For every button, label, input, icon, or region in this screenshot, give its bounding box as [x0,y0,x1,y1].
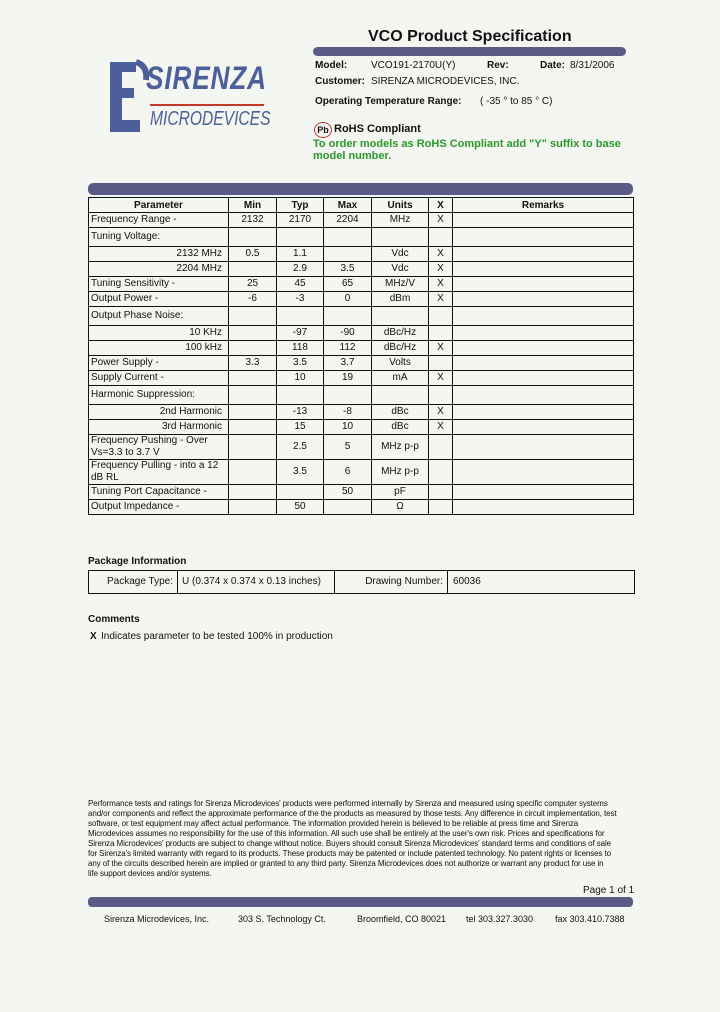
remarks-cell [453,277,634,292]
model-label: Model: [315,60,348,71]
min-cell [229,371,277,386]
customer-label: Customer: [315,76,366,87]
package-type-value: U (0.374 x 0.374 x 0.13 inches) [182,576,321,587]
param-cell: 10 KHz [89,326,229,341]
table-row [89,228,634,247]
max-cell: 65 [324,277,372,292]
footer-tel: tel 303.327.3030 [466,914,534,924]
typ-cell: -3 [277,292,324,307]
footer-fax: fax 303.410.7388 [555,914,625,924]
units-cell: Volts [372,356,429,371]
typ-cell: 10 [277,371,324,386]
remarks-cell [453,356,634,371]
table-row [89,460,634,485]
remarks-cell [453,420,634,435]
max-cell [324,247,372,262]
remarks-cell [453,213,634,228]
model-value: VCO191-2170U(Y) [371,60,456,71]
units-cell: MHz/V [372,277,429,292]
logo-divider [150,104,264,106]
footer-bar [88,897,633,907]
x-cell: X [429,213,453,228]
temp-label: Operating Temperature Range: [315,96,462,107]
x-cell: X [429,277,453,292]
remarks-cell [453,371,634,386]
units-cell: MHz p-p [372,460,429,485]
typ-cell: 45 [277,277,324,292]
min-cell: 3.3 [229,356,277,371]
max-cell: -8 [324,405,372,420]
package-box [88,570,635,594]
typ-cell: -13 [277,405,324,420]
typ-cell: 3.5 [277,356,324,371]
x-cell [429,356,453,371]
date-label: Date: [540,60,566,71]
param-cell: 2nd Harmonic [89,405,229,420]
min-cell: 0.5 [229,247,277,262]
param-line-1: Frequency Pulling - into a 12 [91,460,219,471]
min-cell [229,460,277,485]
x-cell [429,485,453,500]
units-cell: Ω [372,500,429,515]
remarks-cell [453,460,634,485]
logo-wordmark-bottom: MICRODEVICES [150,108,271,130]
remarks-cell [453,292,634,307]
page-number: Page 1 of 1 [583,885,635,896]
units-cell: Vdc [372,262,429,277]
company-logo [100,58,270,138]
x-cell: X [429,341,453,356]
table-row [89,500,634,515]
x-cell: X [429,420,453,435]
remarks-cell [453,341,634,356]
typ-cell: 3.5 [277,460,324,485]
param-cell: Supply Current - [89,371,229,386]
footer-address: 303 S. Technology Ct. [238,914,326,924]
table-row [89,277,634,292]
max-cell: 3.7 [324,356,372,371]
x-cell [429,500,453,515]
remarks-cell [453,500,634,515]
max-cell [324,500,372,515]
title-bar [313,47,626,56]
typ-cell: -97 [277,326,324,341]
package-type-label: Package Type: [107,576,173,587]
typ-cell: 2.9 [277,262,324,277]
param-cell: Output Phase Noise: [89,307,229,326]
col-typ: Typ [277,198,324,213]
disclaimer-line: any of the circuits described herein are implied or granted to any third party. Sirenza Microdevices does not authorize or warrant any product for use in [88,859,604,868]
units-cell: dBc [372,405,429,420]
spec-table [88,197,634,515]
units-cell: MHz p-p [372,435,429,460]
table-row [89,356,634,371]
units-cell: Vdc [372,247,429,262]
table-header-row [89,198,634,213]
disclaimer-line: for Sirenza's limited warranty with regard to its products. These products may be patented or include patented technology. No patent rights or licenses to [88,849,612,858]
min-cell [229,341,277,356]
min-cell [229,262,277,277]
package-heading: Package Information [88,556,187,567]
x-cell [429,435,453,460]
remarks-cell [453,435,634,460]
page-title: VCO Product Specification [368,28,572,45]
disclaimer [88,799,636,879]
logo-wordmark-top: SIRENZA [146,60,267,96]
max-cell: 19 [324,371,372,386]
param-cell [89,460,229,485]
rohs-label: RoHS Compliant [334,123,421,135]
max-cell: 3.5 [324,262,372,277]
rev-label: Rev: [487,60,509,71]
min-cell [229,500,277,515]
x-cell: X [429,262,453,277]
table-row [89,386,634,405]
table-row [89,292,634,307]
max-cell: 50 [324,485,372,500]
min-cell: 2132 [229,213,277,228]
param-line-2: Vs=3.3 to 3.7 V [91,447,160,458]
footer-company: Sirenza Microdevices, Inc. [104,914,210,924]
col-parameter: Parameter [89,198,229,213]
table-bar [88,183,633,195]
param-cell: Tuning Sensitivity - [89,277,229,292]
param-cell: 2204 MHz [89,262,229,277]
table-row [89,213,634,228]
max-cell: 10 [324,420,372,435]
max-cell: 5 [324,435,372,460]
units-cell: dBc/Hz [372,326,429,341]
remarks-cell [453,405,634,420]
x-cell [429,326,453,341]
param-cell: Tuning Port Capacitance - [89,485,229,500]
table-row [89,371,634,386]
typ-cell: 2.5 [277,435,324,460]
param-cell: 2132 MHz [89,247,229,262]
x-cell: X [429,292,453,307]
remarks-cell [453,485,634,500]
typ-cell: 15 [277,420,324,435]
rohs-note-1: To order models as RoHS Compliant add "Y" suffix to base [313,138,621,150]
units-cell: pF [372,485,429,500]
package-drawing-label: Drawing Number: [365,576,443,587]
param-line-2: dB RL [91,472,119,483]
pb-badge-text: Pb [317,125,329,135]
typ-cell [277,485,324,500]
col-remarks: Remarks [453,198,634,213]
table-row [89,341,634,356]
typ-cell: 2170 [277,213,324,228]
package-divider-3 [447,571,448,593]
x-cell: X [429,247,453,262]
typ-cell: 118 [277,341,324,356]
col-units: Units [372,198,429,213]
param-cell: 3rd Harmonic [89,420,229,435]
temp-value: ( -35 ° to 85 ° C) [480,96,553,107]
col-min: Min [229,198,277,213]
table-row [89,247,634,262]
table-row [89,485,634,500]
param-cell: Tuning Voltage: [89,228,229,247]
x-cell: X [429,371,453,386]
disclaimer-line: life support devices and/or systems. [88,869,212,878]
units-cell: MHz [372,213,429,228]
min-cell [229,485,277,500]
package-drawing-value: 60036 [453,576,481,587]
customer-value: SIRENZA MICRODEVICES, INC. [371,76,520,87]
footer-city: Broomfield, CO 80021 [357,914,447,924]
min-cell: 25 [229,277,277,292]
comment-x-mark: X [90,631,97,642]
rohs-note-2: model number. [313,150,392,162]
max-cell: -90 [324,326,372,341]
disclaimer-line: Sirenza Microdevices' products are subject to change without notice. Buyers should consult Sirenza Microdevices' standard terms and conditions of sale [88,839,611,848]
table-row [89,435,634,460]
table-row [89,326,634,341]
remarks-cell [453,247,634,262]
remarks-cell [453,262,634,277]
param-cell: Harmonic Suppression: [89,386,229,405]
x-cell [429,460,453,485]
x-cell: X [429,405,453,420]
min-cell [229,405,277,420]
units-cell: dBc [372,420,429,435]
col-x: X [429,198,453,213]
table-row [89,307,634,326]
param-cell: Output Impedance - [89,500,229,515]
min-cell [229,435,277,460]
disclaimer-line: Performance tests and ratings for Sirenza Microdevices' products were performed internally by Sirenza and measured using specific computer systems [88,799,608,808]
comments-heading: Comments [88,614,140,625]
remarks-cell [453,326,634,341]
disclaimer-line: and/or components and reflect the approximate performance of the the products as measured by those tests. Any difference in circuit implementation, test [88,809,617,818]
units-cell: mA [372,371,429,386]
min-cell [229,420,277,435]
param-cell: 100 kHz [89,341,229,356]
min-cell [229,326,277,341]
max-cell: 2204 [324,213,372,228]
package-divider-1 [177,571,178,593]
disclaimer-line: Microdevices assumes no responsibility for the use of this information. All such use shall be entirely at the user's own risk. Prices and specifications for [88,829,605,838]
param-cell: Output Power - [89,292,229,307]
max-cell: 0 [324,292,372,307]
param-line-1: Frequency Pushing - Over [91,435,208,446]
param-cell [89,435,229,460]
units-cell: dBc/Hz [372,341,429,356]
table-row [89,420,634,435]
comment-x-text: Indicates parameter to be tested 100% in production [101,631,333,642]
typ-cell: 1.1 [277,247,324,262]
max-cell: 112 [324,341,372,356]
units-cell: dBm [372,292,429,307]
pb-badge-icon [314,122,332,138]
disclaimer-line: software, or test equipment may affect actual performance. The information provided herein is believed to be reliable at press time and Sirenza [88,819,579,828]
typ-cell: 50 [277,500,324,515]
date-value: 8/31/2006 [570,60,615,71]
table-row [89,405,634,420]
min-cell: -6 [229,292,277,307]
param-cell: Frequency Range - [89,213,229,228]
table-row [89,262,634,277]
col-max: Max [324,198,372,213]
param-cell: Power Supply - [89,356,229,371]
max-cell: 6 [324,460,372,485]
